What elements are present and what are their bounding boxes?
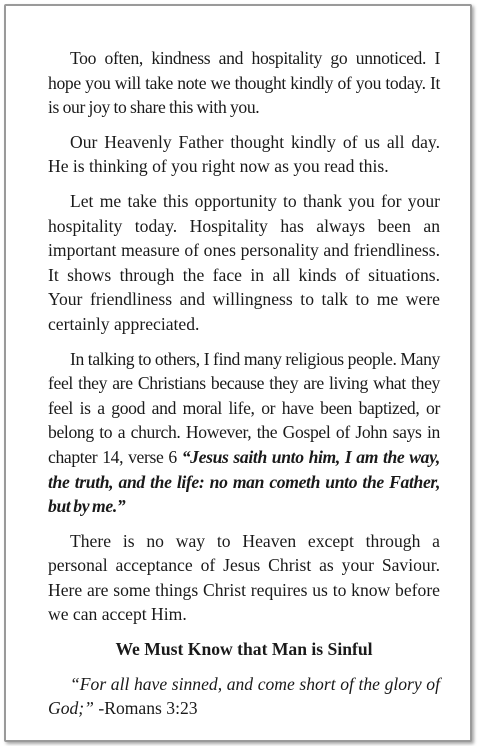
john-14-6-verse: “Jesus saith unto him, I am the way, the truth, and the life: no man cometh unto the Father, but by me.”: [48, 446, 440, 517]
romans-reference: -Romans 3:23: [93, 698, 198, 719]
romans-quote: [48, 672, 440, 721]
paragraph-religious-people-text: In talking to others, I find many religious people. Many feel they are Christians because they are living what they feel is a good and moral life, or have been baptized, or belong to a church. However, the Gospel of John says in chapter 14, verse 6: [48, 348, 440, 467]
paragraph-no-way-to-heaven: There is no way to Heaven except through a personal acceptance of Jesus Christ as your Saviour. Here are some things Christ requires us to know before we can accept Him.: [48, 530, 440, 625]
section-heading: We Must Know that Man is Sinful: [115, 639, 373, 660]
paragraph-religious-people: [48, 347, 440, 519]
tract-card: [4, 4, 472, 742]
romans-quote-text: “For all have sinned, and come short of the glory of God;”: [48, 673, 440, 719]
tract-body: [48, 46, 440, 731]
paragraph-kindness: Too often, kindness and hospitality go unnoticed. I hope you will take note we thought kindly of you today. It is our joy to share this with you.: [48, 48, 440, 118]
paragraph-heavenly-father: Our Heavenly Father thought kindly of us all day. He is thinking of you right now as you read this.: [48, 131, 440, 177]
paragraph-hospitality: Let me take this opportunity to thank you for your hospitality today. Hospitality has always been an important measure of ones personality and friendliness. It shows through the face in all kinds of situations. Your friendliness and willingness to talk to me were certainly appreciated.: [48, 190, 440, 334]
